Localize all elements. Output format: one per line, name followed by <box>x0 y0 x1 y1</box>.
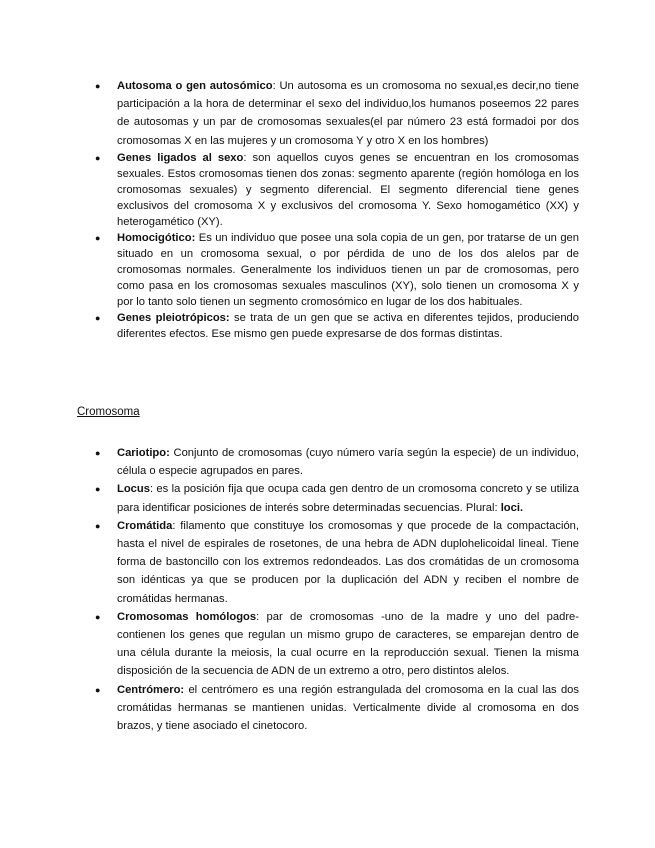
list-item <box>95 444 579 480</box>
term-genes-pleiotropicos: Genes pleiotrópicos: <box>117 311 230 324</box>
term-autosoma: Autosoma o gen autosómico <box>117 80 273 92</box>
bullet-icon: ● <box>95 312 101 323</box>
term-homocigotico: Homocigótico: <box>117 231 196 244</box>
bullet-icon: ● <box>95 684 101 695</box>
definition-cromosomas-homologos: : par de cromosomas -uno de la madre y uno del padre- contienen los genes que regulan un mismo grupo de caracteres, se emparejan dentro de una célula durante la meiosis, la cual ocurre en la reproducción sexual. Tienen la misma disposición de la secuencia de ADN de un extremo a otro, pero distintos alelos. <box>117 610 579 678</box>
definition-centromero: el centrómero es una región estrangulada del cromosoma en la cual las dos cromátidas hermanas se mantienen unidas. Verticalmente divide al cromosoma en dos brazos, y tiene asociado el cinetocoro. <box>117 683 579 733</box>
bullet-icon: ● <box>95 611 101 622</box>
list-item <box>95 517 579 608</box>
bullet-icon: ● <box>95 484 101 495</box>
bullet-icon: ● <box>95 152 101 163</box>
bullet-icon: ● <box>95 520 101 531</box>
definition-cromatida: : filamento que constituye los cromosomas y que procede de la compactación, hasta el nivel de espirales de rosetones, de una hebra de ADN duplohelicoidal lineal. Tiene forma de bastoncillo con los extremos redondeados. Las dos cromátidas de un cromosoma son idénticas ya que se producen por la duplicación del ADN y reciben el nombre de cromátidas hermanas. <box>117 519 579 605</box>
definition-cariotipo: Conjunto de cromosomas (cuyo número varía según la especie) de un individuo, célula o especie agrupados en pares. <box>117 447 579 478</box>
definition-genes-ligados: : son aquellos cuyos genes se encuentran en los cromosomas sexuales. Estos cromosomas tienen dos zonas: segmento aparente (región homóloga en los cromosomas sexuales) y segmento diferencial. El segmento diferencial tiene genes exclusivos del cromosoma X y exclusivos del cromosoma Y. Sexo homogamético (XX) y heterogamético (XY). <box>117 151 579 228</box>
list-item <box>95 230 579 310</box>
list-item <box>95 77 579 150</box>
list-item <box>95 681 579 736</box>
list-item <box>95 480 579 516</box>
definition-locus: : es la posición fija que ocupa cada gen dentro de un cromosoma concreto y se utiliza para identificar posiciones de interés sobre determinadas secuencias. Plural: <box>117 483 579 514</box>
bullet-icon: ● <box>95 81 101 91</box>
term-cariotipo: Cariotipo: <box>117 447 170 459</box>
definition-autosoma: : Un autosoma es un cromosoma no sexual,es decir,no tiene participación a la hora de determinar el sexo del individuo,los humanos poseemos 22 pares de autosomas y un par de cromosomas sexuales(el par número 23 está formadoi por dos cromosomas X en las mujeres y un cromosoma Y y otro X en los hombres) <box>117 80 579 147</box>
list-item <box>95 608 579 681</box>
term-loci: loci. <box>500 501 524 514</box>
term-cromosomas-homologos: Cromosomas homólogos <box>117 610 257 623</box>
section-heading: Cromosoma <box>77 406 140 418</box>
genetics-terms-list <box>95 77 579 342</box>
term-genes-ligados: Genes ligados al sexo <box>117 151 244 164</box>
definition-genes-pleiotropicos: se trata de un gen que se activa en diferentes tejidos, produciendo diferentes efectos. Ese mismo gen puede expresarse de dos formas distintas. <box>117 311 579 340</box>
chromosome-terms-list <box>95 444 579 735</box>
term-cromatida: Cromátida <box>117 519 173 532</box>
bullet-icon: ● <box>95 448 101 458</box>
list-item <box>95 150 579 230</box>
list-item <box>95 310 579 342</box>
bullet-icon: ● <box>95 232 101 243</box>
term-locus: Locus <box>117 483 150 496</box>
term-centromero: Centrómero: <box>117 683 185 696</box>
definition-homocigotico: Es un individuo que posee una sola copia de un gen, por tratarse de un gen situado en un cromosoma sexual, o por pérdida de uno de los dos alelos par de cromosomas normales. Generalmente los individuos tienen un par de cromosomas, pero como pasa en los cromosomas sexuales masculinos (XY), solo tienen un cromosoma X y por lo tanto solo tienen un segmento cromosómico en lugar de los dos habituales. <box>117 231 579 308</box>
